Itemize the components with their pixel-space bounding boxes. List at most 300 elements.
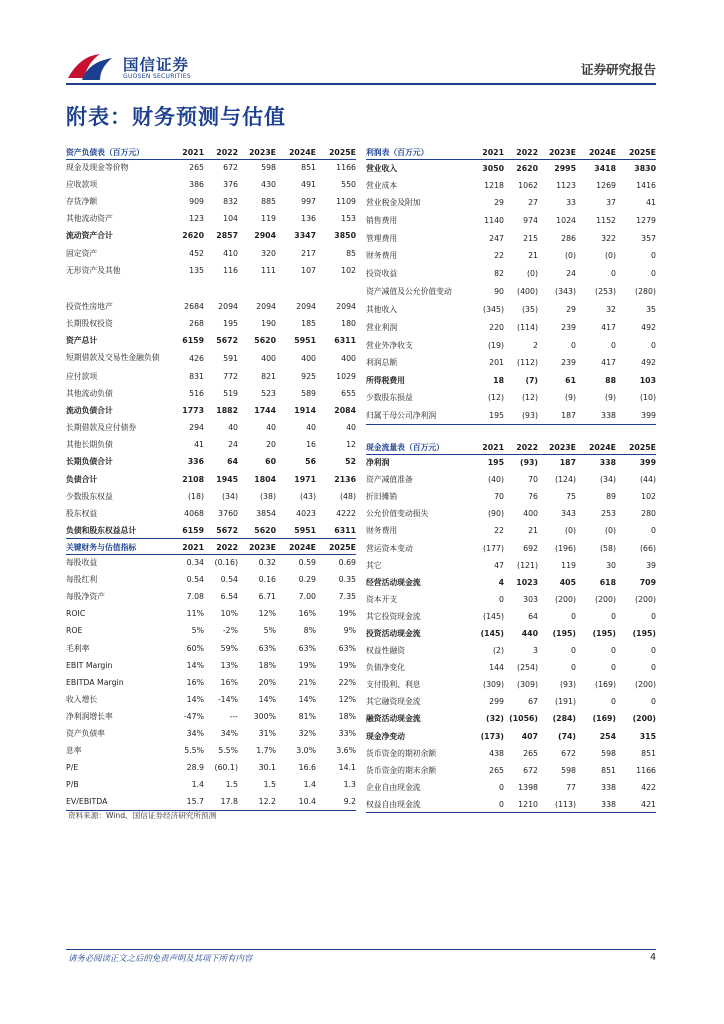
value-cell: 24 <box>228 440 238 450</box>
value-cell: 187 <box>559 458 576 468</box>
value-cell: 1398 <box>518 782 538 792</box>
year-header: 2022 <box>516 147 538 157</box>
row-label: 长期股权投资 <box>66 318 113 328</box>
value-cell: 0.34 <box>186 558 204 568</box>
year-header: 2023E <box>548 442 576 452</box>
table-row <box>366 212 656 230</box>
row-label: 企业自由现金流 <box>366 782 421 792</box>
value-cell: 430 <box>261 180 276 190</box>
value-cell: (35) <box>521 305 538 315</box>
table-row <box>366 693 656 710</box>
row-label: 资产减值准备 <box>366 475 413 485</box>
table-title: 利润表（百万元） <box>366 147 429 157</box>
value-cell: 265 <box>189 163 204 173</box>
value-cell: 0 <box>651 526 656 536</box>
value-cell: -14% <box>217 694 238 704</box>
value-cell: (34) <box>599 475 616 485</box>
value-cell: 195 <box>489 410 504 420</box>
row-label: 毛利率 <box>66 643 90 653</box>
value-cell: 832 <box>223 197 238 207</box>
value-cell: (113) <box>555 799 576 809</box>
value-cell: 52 <box>345 457 356 467</box>
value-cell: 88 <box>605 375 616 385</box>
value-cell: (12) <box>521 393 538 403</box>
row-label: 股东权益 <box>66 508 98 518</box>
value-cell: 104 <box>223 214 238 224</box>
value-cell: 187 <box>561 410 576 420</box>
value-cell: (60.1) <box>214 763 238 773</box>
table-header-row <box>366 441 656 454</box>
value-cell: 89 <box>606 492 616 502</box>
value-cell: (93) <box>521 410 538 420</box>
value-cell: 19% <box>338 660 356 670</box>
table-row <box>66 193 356 210</box>
table-row <box>66 419 356 436</box>
row-label: 融资活动现金流 <box>366 714 421 724</box>
value-cell: (34) <box>221 491 238 501</box>
value-cell: 70 <box>528 475 538 485</box>
table-row <box>366 505 656 522</box>
value-cell: 438 <box>489 748 504 758</box>
value-cell: 598 <box>261 163 276 173</box>
row-label: 其它投资现金流 <box>366 611 421 621</box>
value-cell: (74) <box>558 731 576 741</box>
value-cell: 60 <box>265 457 276 467</box>
value-cell: (169) <box>592 714 616 724</box>
value-cell: 1269 <box>596 180 616 190</box>
value-cell: 16% <box>298 609 316 619</box>
value-cell: 1744 <box>254 406 276 416</box>
value-cell: 34% <box>186 728 204 738</box>
table-row <box>66 505 356 522</box>
value-cell: 201 <box>489 358 504 368</box>
value-cell: (309) <box>483 680 504 690</box>
row-label: 权益性融资 <box>366 646 405 656</box>
table-row <box>66 708 356 725</box>
value-cell: (40) <box>487 475 504 485</box>
table-row <box>366 471 656 488</box>
value-cell: 33% <box>338 728 356 738</box>
table-row <box>366 319 656 337</box>
value-cell: 399 <box>641 410 656 420</box>
row-label: 投资收益 <box>366 268 398 278</box>
row-label: 负债和股东权益总计 <box>66 525 137 535</box>
value-cell: 239 <box>561 358 576 368</box>
value-cell: 2995 <box>554 163 576 173</box>
value-cell: 655 <box>341 389 356 399</box>
row-label: 其它 <box>366 560 382 570</box>
value-cell: 300% <box>253 711 276 721</box>
value-cell: 6.54 <box>220 592 238 602</box>
table-row <box>366 779 656 796</box>
value-cell: 1945 <box>216 474 238 484</box>
row-label: 少数股东权益 <box>66 491 113 501</box>
guosen-logo <box>66 50 266 82</box>
value-cell: 64 <box>227 457 238 467</box>
table-row <box>366 301 656 319</box>
value-cell: (0) <box>526 268 538 278</box>
value-cell: 82 <box>494 268 504 278</box>
value-cell: 3.6% <box>336 746 356 756</box>
value-cell: (177) <box>483 543 504 553</box>
table-row <box>66 349 356 368</box>
value-cell: 28.9 <box>186 763 204 773</box>
value-cell: 2084 <box>334 406 356 416</box>
value-cell: 29 <box>494 198 504 208</box>
value-cell: 195 <box>223 318 238 328</box>
table-row <box>66 385 356 402</box>
value-cell: (66) <box>639 543 656 553</box>
value-cell: (7) <box>525 375 538 385</box>
table-row <box>366 676 656 693</box>
value-cell: 13% <box>220 660 238 670</box>
header-divider <box>66 83 656 85</box>
row-label: 投资性房地产 <box>66 301 113 311</box>
value-cell: 5951 <box>294 335 316 345</box>
value-cell: 29 <box>566 305 576 315</box>
value-cell: 239 <box>561 323 576 333</box>
value-cell: 3830 <box>634 163 656 173</box>
value-cell: 18% <box>338 711 356 721</box>
year-header: 2024E <box>588 147 616 157</box>
value-cell: 75 <box>566 492 576 502</box>
guosen-logo-icon <box>66 52 116 82</box>
value-cell: 215 <box>523 233 538 243</box>
value-cell: 0 <box>499 799 504 809</box>
row-label: 负债净变化 <box>366 663 405 673</box>
row-label: P/B <box>66 780 79 790</box>
year-header: 2025E <box>628 147 656 157</box>
value-cell: 0 <box>611 646 616 656</box>
row-label: 其他长期负债 <box>66 440 113 450</box>
value-cell: 0 <box>651 663 656 673</box>
value-cell: 3050 <box>482 163 504 173</box>
value-cell <box>170 279 204 298</box>
row-label: 营业成本 <box>366 180 398 190</box>
value-cell: (196) <box>555 543 576 553</box>
value-cell: 0 <box>611 340 616 350</box>
value-cell: 10% <box>220 609 238 619</box>
row-label: 货币资金的期初余额 <box>366 748 437 758</box>
value-cell: 4222 <box>336 508 356 518</box>
value-cell: (18) <box>187 491 204 501</box>
row-label: P/E <box>66 763 79 773</box>
value-cell: 0.69 <box>338 558 356 568</box>
value-cell: 1971 <box>294 474 316 484</box>
row-label: 长期负债合计 <box>66 457 113 467</box>
value-cell: 24 <box>566 268 576 278</box>
value-cell: 303 <box>523 594 538 604</box>
value-cell: 14% <box>298 694 316 704</box>
value-cell: 405 <box>559 577 576 587</box>
value-cell: 672 <box>561 748 576 758</box>
value-cell: 338 <box>601 799 616 809</box>
value-cell: 1109 <box>336 197 356 207</box>
value-cell: (1056) <box>509 714 538 724</box>
value-cell: 12% <box>338 694 356 704</box>
table-row <box>366 710 656 727</box>
table-row <box>66 657 356 674</box>
value-cell: 618 <box>599 577 616 587</box>
table-row <box>66 332 356 349</box>
value-cell: 1062 <box>518 180 538 190</box>
row-label: 应付款项 <box>66 371 98 381</box>
row-label: 营运资本变动 <box>366 543 413 553</box>
row-label: 投资活动现金流 <box>366 628 421 638</box>
row-label: 营业利润 <box>366 323 398 333</box>
value-cell: 1.4 <box>191 780 204 790</box>
table-row <box>66 691 356 708</box>
value-cell: 20 <box>266 440 276 450</box>
year-header: 2024E <box>288 542 316 552</box>
value-cell: 21 <box>528 526 538 536</box>
value-cell: 21 <box>528 251 538 261</box>
value-cell <box>238 279 276 298</box>
value-cell: 63% <box>338 643 356 653</box>
logo-english-name: GUOSEN SECURITIES <box>123 73 192 80</box>
value-cell: 41 <box>194 440 204 450</box>
row-label: 资产总计 <box>66 335 98 345</box>
row-label: 资产负债率 <box>66 728 105 738</box>
value-cell: 27 <box>528 198 538 208</box>
value-cell: 1416 <box>636 180 656 190</box>
value-cell: 1.3 <box>343 780 356 790</box>
value-cell: 2620 <box>516 163 538 173</box>
table-row <box>66 471 356 488</box>
value-cell: (195) <box>592 628 616 638</box>
value-cell: 247 <box>489 233 504 243</box>
value-cell: (343) <box>555 287 576 297</box>
value-cell: (280) <box>635 287 656 297</box>
value-cell <box>276 279 316 298</box>
value-cell: 116 <box>223 265 238 275</box>
value-cell: 0.16 <box>258 575 276 585</box>
row-label: 支付股利、利息 <box>366 680 421 690</box>
row-label <box>66 279 170 298</box>
value-cell: 1029 <box>336 371 356 381</box>
table-row <box>366 539 656 556</box>
value-cell: 6159 <box>182 335 204 345</box>
value-cell: 20% <box>258 677 276 687</box>
row-label: 其他流动负债 <box>66 389 113 399</box>
value-cell: 9.2 <box>343 797 356 807</box>
row-label: 折旧摊销 <box>366 492 398 502</box>
row-label: 货币资金的期末余额 <box>366 765 437 775</box>
value-cell: 5% <box>263 626 276 636</box>
value-cell: 280 <box>641 509 656 519</box>
value-cell: 185 <box>301 318 316 328</box>
row-label: 营业税金及附加 <box>366 198 421 208</box>
table-row <box>66 554 356 571</box>
value-cell: 400 <box>261 353 276 363</box>
value-cell: 47 <box>494 560 504 570</box>
table-row <box>366 796 656 813</box>
row-label: 归属于母公司净利润 <box>366 410 437 420</box>
table-row <box>66 674 356 691</box>
row-label: 营业外净收支 <box>366 340 413 350</box>
table-row <box>366 608 656 625</box>
table-row <box>366 159 656 177</box>
value-cell: 90 <box>494 287 504 297</box>
year-header: 2023E <box>548 147 576 157</box>
value-cell: 400 <box>341 353 356 363</box>
value-cell: 1914 <box>294 406 316 416</box>
value-cell: (38) <box>259 491 276 501</box>
value-cell: 7.08 <box>186 592 204 602</box>
table-row <box>66 742 356 759</box>
table-row <box>66 315 356 332</box>
table-row <box>66 759 356 776</box>
value-cell: 322 <box>601 233 616 243</box>
value-cell: 56 <box>305 457 316 467</box>
value-cell: 851 <box>601 765 616 775</box>
row-label: ROIC <box>66 609 86 619</box>
value-cell: 0 <box>611 611 616 621</box>
value-cell: 111 <box>261 265 276 275</box>
value-cell: 2 <box>533 340 538 350</box>
value-cell: 3760 <box>218 508 238 518</box>
value-cell: 2108 <box>182 474 204 484</box>
row-label: 少数股东损益 <box>366 393 413 403</box>
value-cell: 67 <box>528 697 538 707</box>
table-row <box>366 354 656 372</box>
value-cell: 0 <box>571 340 576 350</box>
value-cell: 1152 <box>596 216 616 226</box>
row-label: 现金及现金等价物 <box>66 163 129 173</box>
value-cell: (43) <box>299 491 316 501</box>
table-row <box>366 557 656 574</box>
row-label: 权益自由现金流 <box>366 799 421 809</box>
value-cell: 254 <box>599 731 616 741</box>
year-header: 2023E <box>248 147 276 157</box>
row-label: 净利润增长率 <box>66 711 113 721</box>
value-cell: 1218 <box>484 180 504 190</box>
value-cell: 0.29 <box>298 575 316 585</box>
table-row <box>66 605 356 622</box>
cash-flow-table <box>366 441 656 813</box>
value-cell: 59% <box>220 643 238 653</box>
value-cell: 1210 <box>518 799 538 809</box>
value-cell: (0) <box>564 526 576 536</box>
value-cell: 492 <box>641 323 656 333</box>
value-cell: (254) <box>517 663 538 673</box>
value-cell: 60% <box>186 643 204 653</box>
value-cell: 417 <box>601 358 616 368</box>
value-cell: 0 <box>651 697 656 707</box>
value-cell: 18% <box>258 660 276 670</box>
table-row <box>66 522 356 539</box>
page-title: 附表：财务预测与估值 <box>66 105 286 129</box>
value-cell: 119 <box>261 214 276 224</box>
value-cell: (0.16) <box>214 558 238 568</box>
table-row <box>66 725 356 742</box>
table-row <box>366 194 656 212</box>
value-cell: 6311 <box>334 525 356 535</box>
value-cell: (200) <box>635 680 656 690</box>
value-cell: (145) <box>480 628 504 638</box>
value-cell: 16% <box>220 677 238 687</box>
value-cell: 0 <box>499 782 504 792</box>
row-label: EBIT Margin <box>66 660 113 670</box>
value-cell: 37 <box>606 198 616 208</box>
value-cell: 5620 <box>254 335 276 345</box>
table-row <box>366 454 656 471</box>
value-cell: 357 <box>641 233 656 243</box>
year-header: 2022 <box>216 147 238 157</box>
value-cell: 772 <box>223 371 238 381</box>
value-cell: 70 <box>494 492 504 502</box>
row-label: 经营活动现金流 <box>366 577 421 587</box>
table-row <box>366 625 656 642</box>
row-label: 每股净资产 <box>66 592 105 602</box>
value-cell: 338 <box>601 782 616 792</box>
row-label: 其它融资现金流 <box>366 697 421 707</box>
value-cell: 2684 <box>184 301 204 311</box>
table-row <box>66 159 356 176</box>
value-cell: 180 <box>341 318 356 328</box>
value-cell: 1024 <box>556 216 576 226</box>
table-header-row <box>366 146 656 159</box>
value-cell: 491 <box>301 180 316 190</box>
value-cell: 265 <box>489 765 504 775</box>
report-type-label: 证券研究报告 <box>580 62 656 77</box>
year-header: 2022 <box>516 442 538 452</box>
year-header: 2021 <box>482 147 504 157</box>
row-label: 短期借款及交易性金融负债 <box>66 353 160 363</box>
value-cell: 591 <box>223 353 238 363</box>
value-cell: 410 <box>223 248 238 258</box>
value-cell: 16 <box>306 440 316 450</box>
value-cell: 0.32 <box>258 558 276 568</box>
value-cell: 338 <box>601 410 616 420</box>
table-header-row <box>66 541 356 554</box>
table-row <box>66 176 356 193</box>
value-cell: 386 <box>189 180 204 190</box>
value-cell: (191) <box>555 697 576 707</box>
value-cell: 1140 <box>484 216 504 226</box>
value-cell: 5620 <box>254 525 276 535</box>
value-cell: (44) <box>639 475 656 485</box>
year-header: 2021 <box>182 542 204 552</box>
page-number: 4 <box>649 952 656 963</box>
row-label: EBITDA Margin <box>66 677 124 687</box>
value-cell: 6.71 <box>258 592 276 602</box>
value-cell: 135 <box>189 265 204 275</box>
key-ratios-table <box>66 541 356 811</box>
row-label: 资本开支 <box>366 594 398 604</box>
table-row <box>66 298 356 315</box>
value-cell: 119 <box>561 560 576 570</box>
value-cell: 1166 <box>636 765 656 775</box>
value-cell: 0 <box>651 646 656 656</box>
table-row <box>366 407 656 425</box>
value-cell: 2094 <box>256 301 276 311</box>
table-row <box>366 389 656 407</box>
row-label: 收入增长 <box>66 694 98 704</box>
value-cell: 14% <box>186 694 204 704</box>
value-cell: 14% <box>186 660 204 670</box>
value-cell: 102 <box>641 492 656 502</box>
value-cell: 14% <box>258 694 276 704</box>
value-cell: 974 <box>523 216 538 226</box>
value-cell: 0 <box>499 594 504 604</box>
value-cell: 40 <box>306 423 316 433</box>
row-label: 财务费用 <box>366 526 398 536</box>
value-cell: 19% <box>338 609 356 619</box>
value-cell: 9% <box>343 626 356 636</box>
value-cell: 2094 <box>296 301 316 311</box>
value-cell: 2857 <box>216 231 238 241</box>
